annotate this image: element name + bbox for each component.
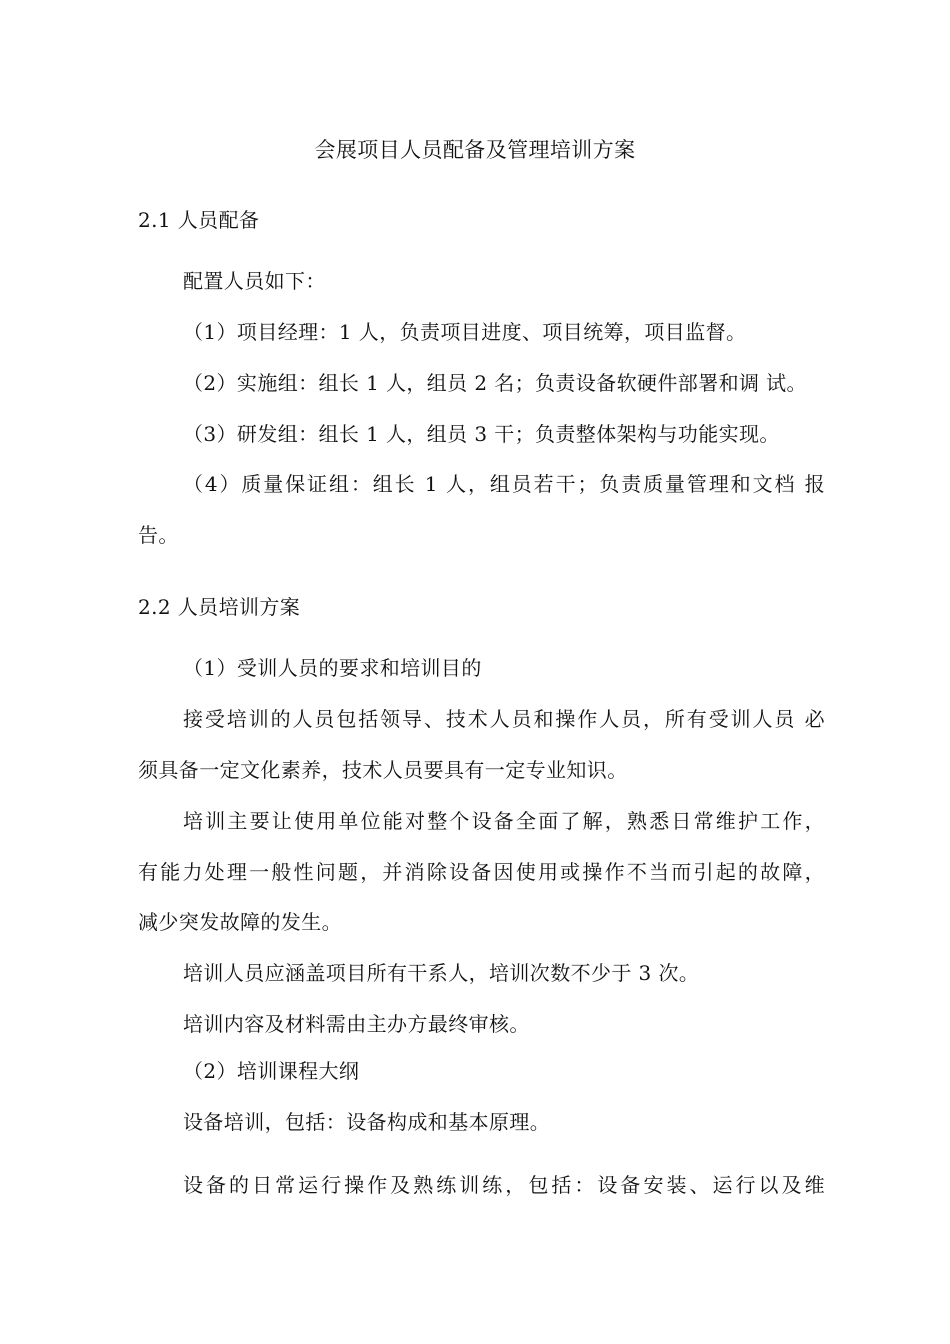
list-item-qa-continued: 告。	[138, 523, 179, 547]
subheading-trainee-requirements: （1）受训人员的要求和培训目的	[183, 656, 482, 680]
paragraph-equipment-training: 设备培训，包括：设备构成和基本原理。	[183, 1110, 551, 1134]
list-item-project-manager: （1）项目经理：1 人，负责项目进度、项目统筹，项目监督。	[183, 320, 747, 344]
paragraph-trainees-line-2: 须具备一定文化素养，技术人员要具有一定专业知识。	[138, 758, 628, 782]
list-item-implementation: （2）实施组：组长 1 人，组员 2 名；负责设备软硬件部署和调 试。	[183, 371, 807, 395]
page-title: 会展项目人员配备及管理培训方案	[314, 138, 636, 162]
list-item-qa: （4）质量保证组：组长 1 人，组员若干；负责质量管理和文档 报	[183, 472, 825, 496]
list-item-rnd: （3）研发组：组长 1 人，组员 3 干；负责整体架构与功能实现。	[183, 422, 780, 446]
paragraph-purpose-line-1: 培训主要让使用单位能对整个设备全面了解，熟悉日常维护工作，	[183, 809, 825, 833]
paragraph-daily-operation-line-1: 设备的日常运行操作及熟练训练，包括：设备安装、运行以及维	[183, 1173, 825, 1197]
paragraph-purpose-line-3: 减少突发故障的发生。	[138, 910, 342, 934]
subheading-course-outline: （2）培训课程大纲	[183, 1059, 360, 1083]
paragraph-purpose-line-2: 有能力处理一般性问题，并消除设备因使用或操作不当而引起的故障，	[138, 860, 825, 884]
paragraph-review: 培训内容及材料需由主办方最终审核。	[183, 1012, 530, 1036]
intro-paragraph: 配置人员如下：	[183, 269, 326, 293]
section-heading-2-2: 2.2 人员培训方案	[138, 595, 301, 619]
paragraph-training-count: 培训人员应涵盖项目所有干系人，培训次数不少于 3 次。	[183, 961, 700, 985]
paragraph-trainees-line-1: 接受培训的人员包括领导、技术人员和操作人员，所有受训人员 必	[183, 707, 825, 731]
section-heading-2-1: 2.1 人员配备	[138, 208, 260, 232]
